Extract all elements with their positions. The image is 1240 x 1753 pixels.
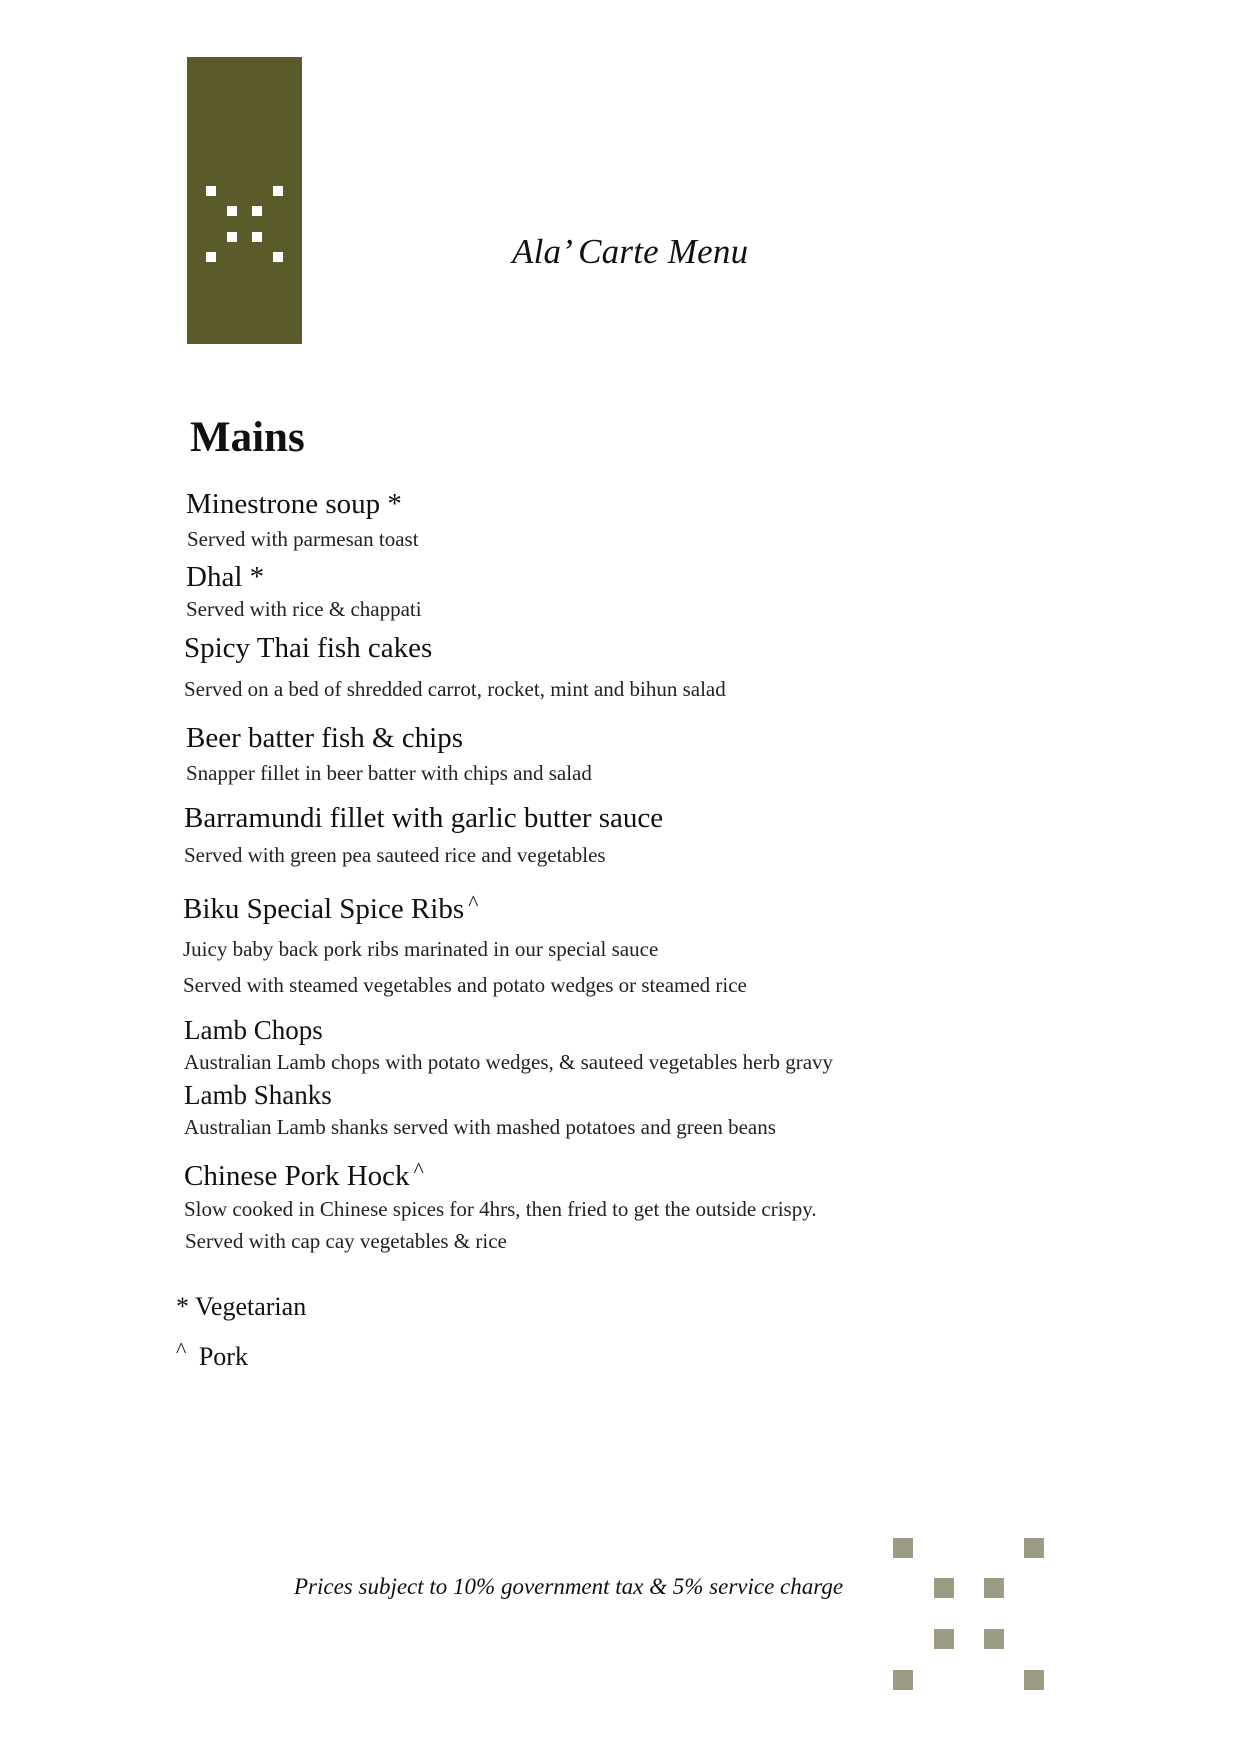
dish-description: Served with steamed vegetables and potato wedges or steamed rice xyxy=(183,973,747,997)
dish-name: Lamb Shanks xyxy=(184,1080,332,1110)
section-title: Mains xyxy=(190,414,305,461)
deco-square xyxy=(1024,1538,1044,1558)
dish-name: Biku Special Spice Ribs ^ xyxy=(183,890,479,925)
logo-dot xyxy=(227,206,237,216)
dish-name: Barramundi fillet with garlic butter sauce xyxy=(184,802,664,834)
logo-dot xyxy=(273,252,283,262)
dish-description: Slow cooked in Chinese spices for 4hrs, then fried to get the outside crispy. xyxy=(184,1197,817,1221)
pork-mark: ^ xyxy=(413,1157,424,1182)
deco-square xyxy=(893,1538,913,1558)
logo-dot xyxy=(252,232,262,242)
deco-square xyxy=(984,1629,1004,1649)
dish-name: Dhal * xyxy=(186,561,265,593)
dish-description: Served with rice & chappati xyxy=(186,597,422,621)
logo-dot xyxy=(206,186,216,196)
menu-title: Ala’ Carte Menu xyxy=(512,232,749,271)
dish-name: Chinese Pork Hock ^ xyxy=(184,1157,424,1192)
dish-description: Australian Lamb chops with potato wedges, & sauteed vegetables herb gravy xyxy=(184,1050,834,1074)
legend-pork: ^ Pork xyxy=(176,1337,248,1371)
pork-mark: ^ xyxy=(468,890,479,915)
dish-name: Spicy Thai fish cakes xyxy=(184,632,433,664)
dish-description: Served on a bed of shredded carrot, rocket, mint and bihun salad xyxy=(184,677,726,701)
deco-square xyxy=(934,1629,954,1649)
deco-square xyxy=(1024,1670,1044,1690)
dish-description: Served with green pea sauteed rice and vegetables xyxy=(184,843,606,867)
dish-description: Australian Lamb shanks served with mashed potatoes and green beans xyxy=(184,1115,776,1139)
deco-square xyxy=(984,1578,1004,1598)
logo-block xyxy=(187,57,302,344)
dish-description: Served with parmesan toast xyxy=(187,527,419,551)
deco-square xyxy=(934,1578,954,1598)
dish-description: Served with cap cay vegetables & rice xyxy=(185,1229,507,1253)
logo-dot xyxy=(273,186,283,196)
dish-name: Beer batter fish & chips xyxy=(186,722,464,754)
dish-description: Juicy baby back pork ribs marinated in our special sauce xyxy=(183,937,659,961)
dish-name: Minestrone soup * xyxy=(186,488,402,520)
deco-square xyxy=(893,1670,913,1690)
dish-description: Snapper fillet in beer batter with chips and salad xyxy=(186,761,592,785)
dish-name: Lamb Chops xyxy=(184,1015,323,1045)
logo-dot xyxy=(206,252,216,262)
logo-dot xyxy=(252,206,262,216)
logo-dot xyxy=(227,232,237,242)
pork-mark: ^ xyxy=(176,1337,187,1362)
price-note: Prices subject to 10% government tax & 5% service charge xyxy=(294,1574,844,1599)
legend-vegetarian: * Vegetarian xyxy=(176,1292,307,1321)
